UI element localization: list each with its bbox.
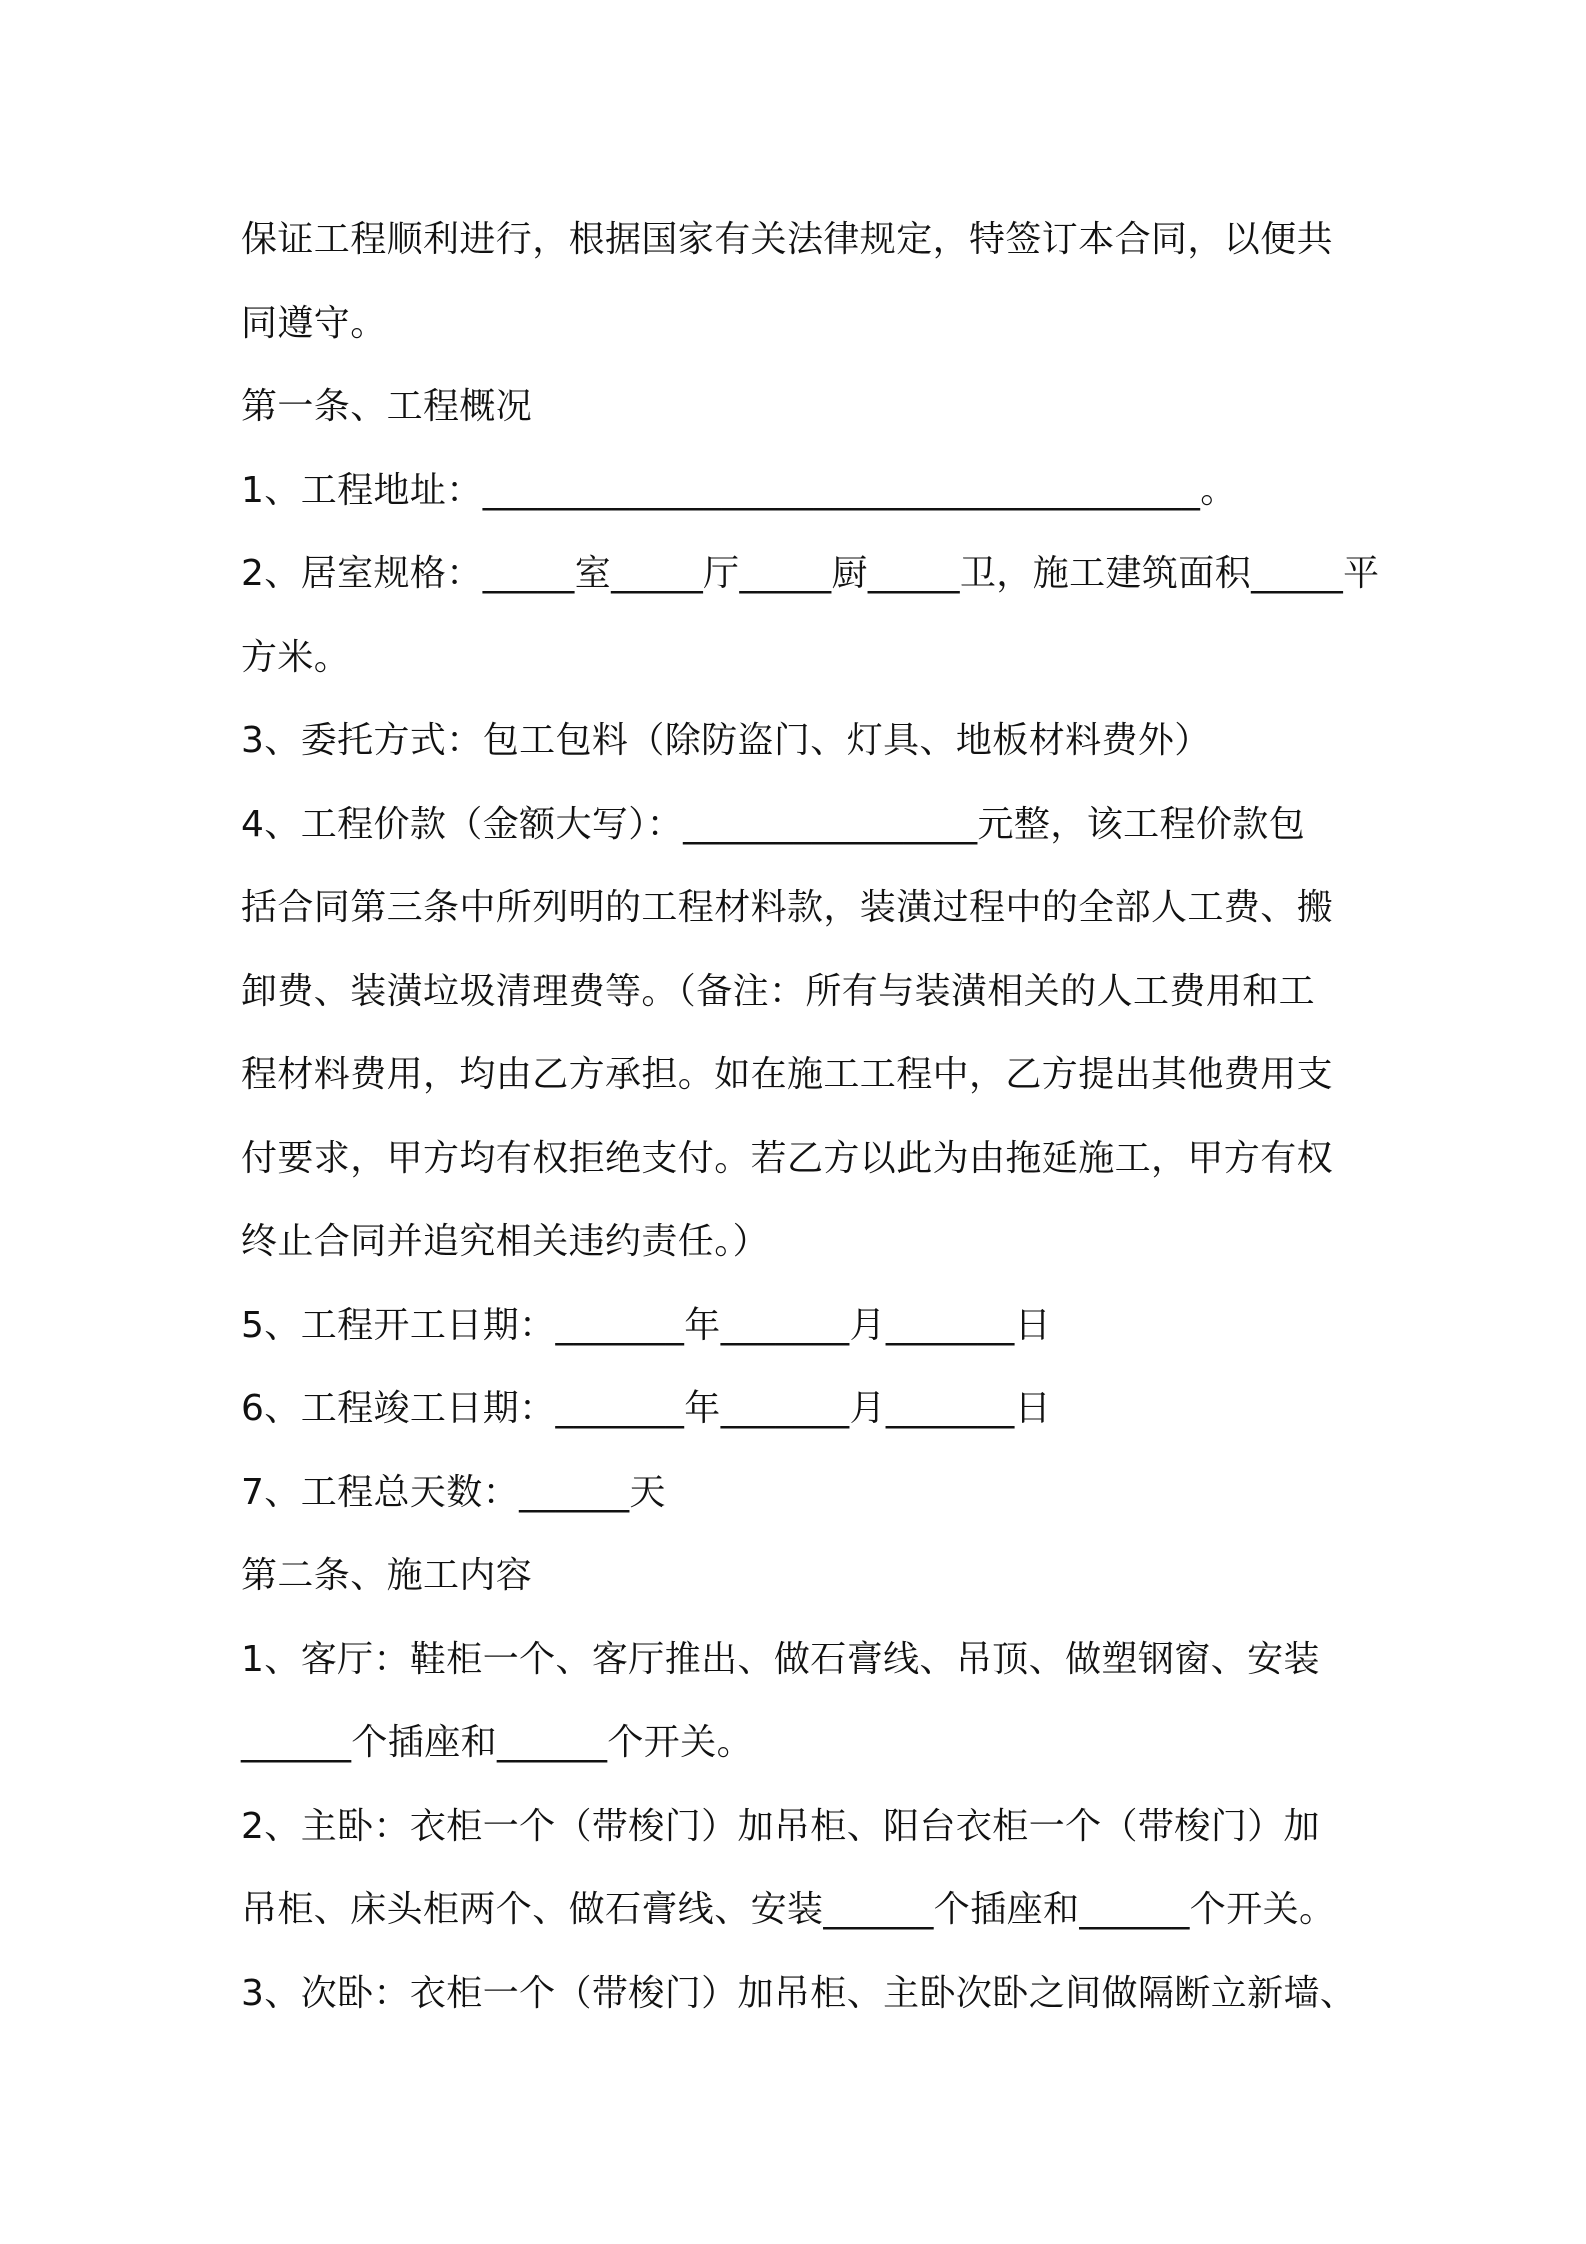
clause-line: 吊柜、床头柜两个、做石膏线、安装______个插座和______个开关。 bbox=[241, 1889, 1336, 1930]
clause-line: 4、工程价款（金额大写）：________________元整，该工程价款包 bbox=[241, 803, 1306, 845]
section-heading: 第一条、工程概况 bbox=[241, 386, 533, 427]
clause-line: 终止合同并追究相关违约责任。） bbox=[241, 1221, 770, 1262]
clause-line: 方米。 bbox=[241, 636, 351, 678]
clause-line: 2、居室规格：_____室_____厅_____厨_____卫，施工建筑面积_____平 bbox=[241, 553, 1380, 594]
section-heading: 第二条、施工内容 bbox=[241, 1555, 533, 1596]
clause-line: 括合同第三条中所列明的工程材料款，装潢过程中的全部人工费、搬 bbox=[241, 887, 1334, 928]
clause-line: ______个插座和______个开关。 bbox=[241, 1722, 753, 1763]
clause-line: 6、工程竣工日期：_______年_______月_______日 bbox=[241, 1388, 1052, 1429]
clause-line: 1、工程地址：_______________________________________。 bbox=[241, 469, 1237, 511]
clause-line: 2、主卧：衣柜一个（带梭门）加吊柜、阳台衣柜一个（带梭门）加 bbox=[241, 1805, 1320, 1847]
paragraph-line: 同遵守。 bbox=[241, 302, 387, 344]
clause-line: 3、委托方式：包工包料（除防盗门、灯具、地板材料费外） bbox=[241, 720, 1211, 761]
clause-line: 付要求，甲方均有权拒绝支付。若乙方以此为由拖延施工，甲方有权 bbox=[241, 1137, 1334, 1179]
clause-line: 3、次卧：衣柜一个（带梭门）加吊柜、主卧次卧之间做隔断立新墙、 bbox=[241, 1972, 1357, 2014]
clause-line: 程材料费用，均由乙方承担。如在施工工程中，乙方提出其他费用支 bbox=[241, 1054, 1334, 1095]
contract-body bbox=[241, 198, 1380, 2035]
clause-line: 5、工程开工日期：_______年_______月_______日 bbox=[241, 1304, 1052, 1346]
clause-line: 7、工程总天数：______天 bbox=[241, 1471, 666, 1513]
clause-line: 1、客厅：鞋柜一个、客厅推出、做石膏线、吊顶、做塑钢窗、安装 bbox=[241, 1638, 1320, 1680]
clause-line: 卸费、装潢垃圾清理费等。（备注：所有与装潢相关的人工费用和工 bbox=[241, 970, 1316, 1012]
paragraph-line: 保证工程顺利进行，根据国家有关法律规定，特签订本合同，以便共 bbox=[241, 219, 1334, 260]
